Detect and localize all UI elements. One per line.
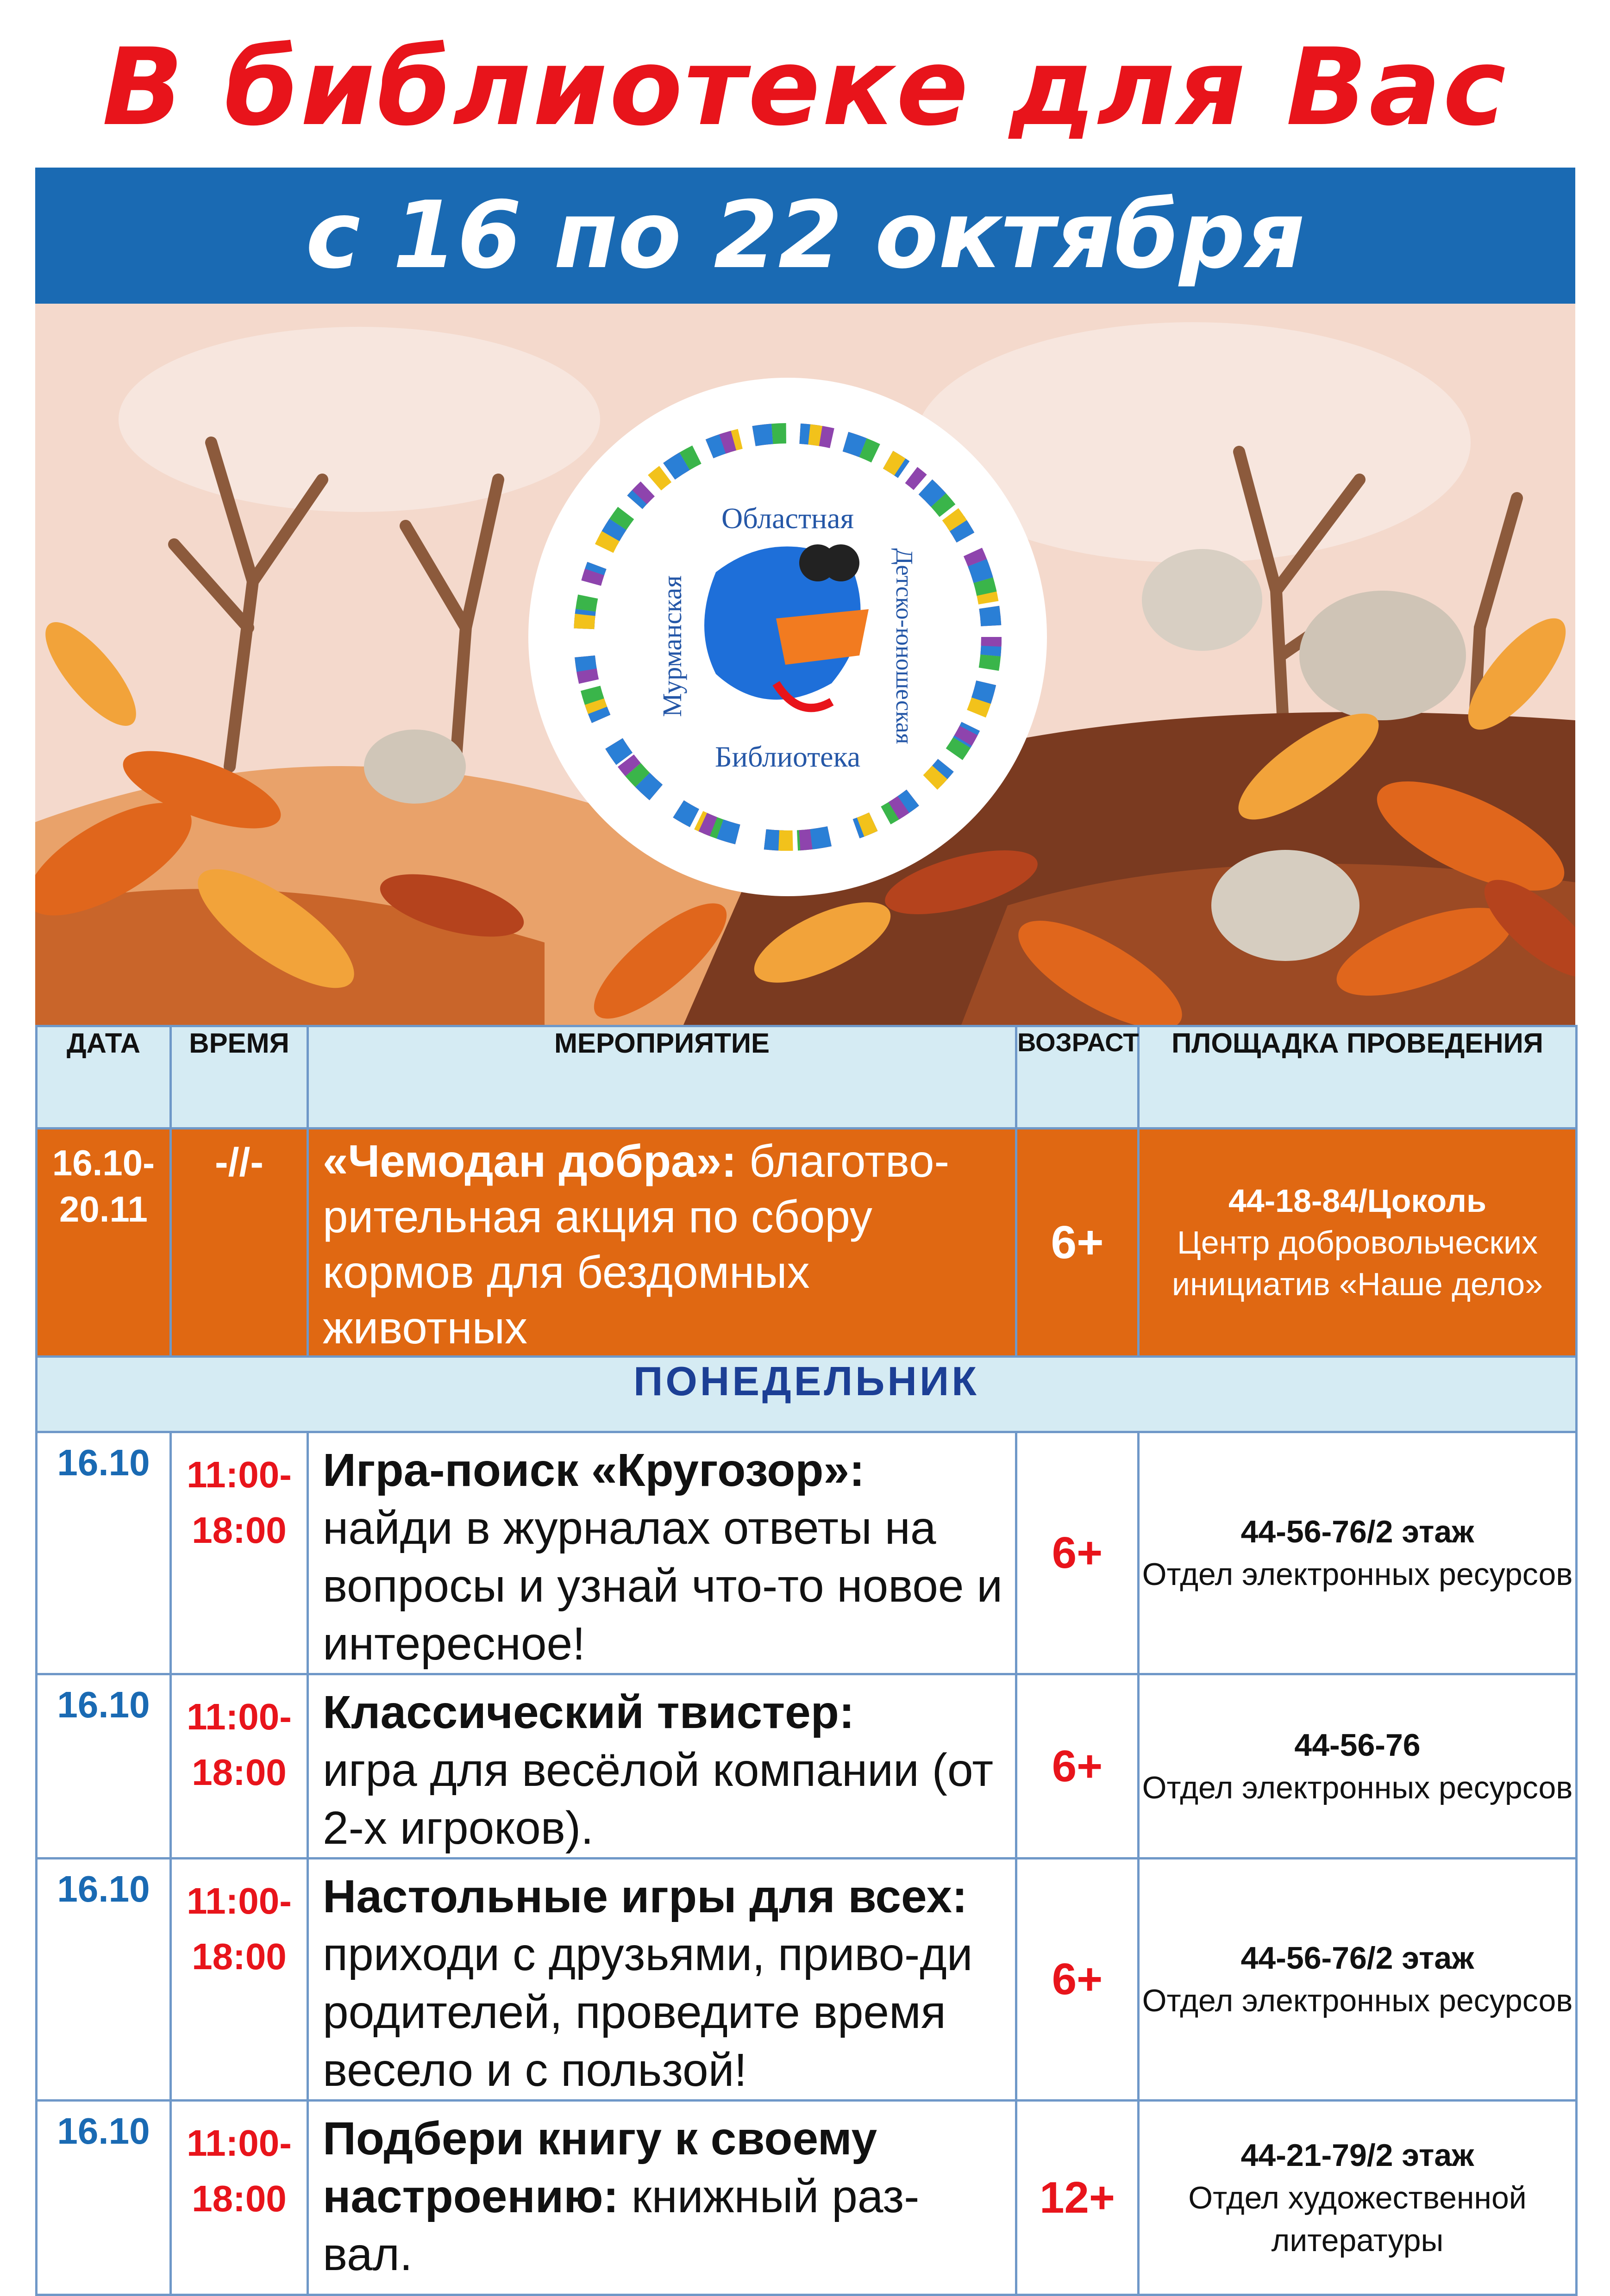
place-name: Отдел электронных ресурсов: [1142, 1557, 1573, 1592]
age-rating: 6+: [1016, 1129, 1139, 1357]
event-title: Подбери книгу к своему настроению:: [323, 2113, 877, 2222]
event-place: [1139, 1674, 1577, 1859]
time-end: 18:00: [192, 1510, 287, 1551]
time-start: 11:00-: [187, 1880, 292, 1922]
col-header-time: ВРЕМЯ: [171, 1026, 308, 1129]
event-text: благотво-рительная акция по сбору кормов для бездомных животных: [323, 1136, 950, 1353]
day-label: ПОНЕДЕЛЬНИК: [37, 1357, 1577, 1432]
place-name: Отдел художественной литературы: [1188, 2180, 1527, 2258]
event-text: приходи с друзьями, приво-ди родителей, проведите время весело и с пользой!: [323, 1928, 973, 2096]
table-row: [37, 1129, 1577, 1357]
place-name: Центр добровольческих инициатив «Наше дело»: [1171, 1224, 1543, 1302]
event-description: [308, 1674, 1016, 1859]
event-time: [171, 1432, 308, 1674]
age-rating: 6+: [1016, 1432, 1139, 1674]
event-place: [1139, 1129, 1577, 1357]
age-rating: 6+: [1016, 1674, 1139, 1859]
table-row: [37, 1674, 1577, 1859]
page-title: В библиотеке для Вас: [102, 26, 1508, 150]
event-text: книжный раз-вал.: [323, 2171, 920, 2280]
event-text: игра для весёлой компании (от 2-х игроков).: [323, 1744, 994, 1854]
place-phone: 44-56-76/2 этаж: [1240, 1514, 1474, 1549]
table-header-row: [37, 1026, 1577, 1129]
place-phone: 44-56-76/2 этаж: [1240, 1940, 1474, 1976]
event-description: [308, 1432, 1016, 1674]
time-start: 11:00-: [187, 2122, 292, 2164]
place-phone: 44-18-84/Цоколь: [1228, 1183, 1487, 1219]
event-place: [1139, 1432, 1577, 1674]
table-row: [37, 1432, 1577, 1674]
age-rating: 6+: [1016, 1859, 1139, 2101]
time-start: 11:00-: [187, 1454, 292, 1495]
logo-text-bottom: Библиотека: [714, 740, 861, 773]
event-time: [171, 2101, 308, 2295]
autumn-banner: [35, 304, 1575, 1025]
date-range-band: с 16 по 22 октября: [35, 168, 1575, 304]
event-description: [308, 1129, 1016, 1357]
event-description: [308, 1859, 1016, 2101]
schedule-table: [35, 1025, 1578, 2296]
event-title: «Чемодан добра»:: [323, 1136, 737, 1186]
place-phone: 44-21-79/2 этаж: [1240, 2137, 1474, 2173]
library-logo: [528, 378, 1047, 896]
cloud: [119, 327, 600, 512]
day-row: [37, 1357, 1577, 1432]
place-name: Отдел электронных ресурсов: [1142, 1983, 1573, 2018]
logo-text-top: Областная: [721, 502, 854, 535]
logo-text-right: Детско-юношеская: [891, 548, 917, 744]
event-date: 16.10: [37, 1674, 171, 1859]
event-time: -//-: [171, 1129, 308, 1357]
autumn-illustration: [35, 304, 1575, 1025]
time-end: 18:00: [192, 1936, 287, 1977]
event-place: [1139, 2101, 1577, 2295]
table-row: [37, 1859, 1577, 2101]
time-end: 18:00: [192, 1752, 287, 1793]
event-date: 16.10: [37, 1859, 171, 2101]
logo-text-left: Мурманская: [657, 575, 687, 717]
rock: [1211, 850, 1359, 961]
event-date: 16.10: [37, 1432, 171, 1674]
col-header-age: ВОЗРАСТ: [1016, 1026, 1139, 1129]
col-header-event: МЕРОПРИЯТИЕ: [308, 1026, 1016, 1129]
event-date: [37, 1129, 171, 1357]
time-end: 18:00: [192, 2178, 287, 2219]
place-name: Отдел электронных ресурсов: [1142, 1770, 1573, 1805]
rock: [364, 730, 466, 804]
rock: [1299, 591, 1466, 720]
event-date: 16.10: [37, 2101, 171, 2295]
event-place: [1139, 1859, 1577, 2101]
event-text: найди в журналах ответы на вопросы и узнай что-то новое и интересное!: [323, 1502, 1003, 1670]
time-start: 11:00-: [187, 1696, 292, 1737]
event-description: [308, 2101, 1016, 2295]
date-end: 20.11: [59, 1189, 148, 1229]
event-title: Игра-поиск «Кругозор»:: [323, 1444, 865, 1496]
place-phone: 44-56-76: [1294, 1727, 1421, 1763]
event-title: Классический твистер:: [323, 1686, 855, 1738]
event-title: Настольные игры для всех:: [323, 1871, 968, 1922]
date-start: 16.10-: [52, 1142, 155, 1183]
rock: [1142, 549, 1262, 651]
event-time: [171, 1859, 308, 2101]
table-row: [37, 2101, 1577, 2295]
col-header-date: ДАТА: [37, 1026, 171, 1129]
event-time: [171, 1674, 308, 1859]
age-rating: 12+: [1016, 2101, 1139, 2295]
col-header-place: ПЛОЩАДКА ПРОВЕДЕНИЯ: [1139, 1026, 1577, 1129]
